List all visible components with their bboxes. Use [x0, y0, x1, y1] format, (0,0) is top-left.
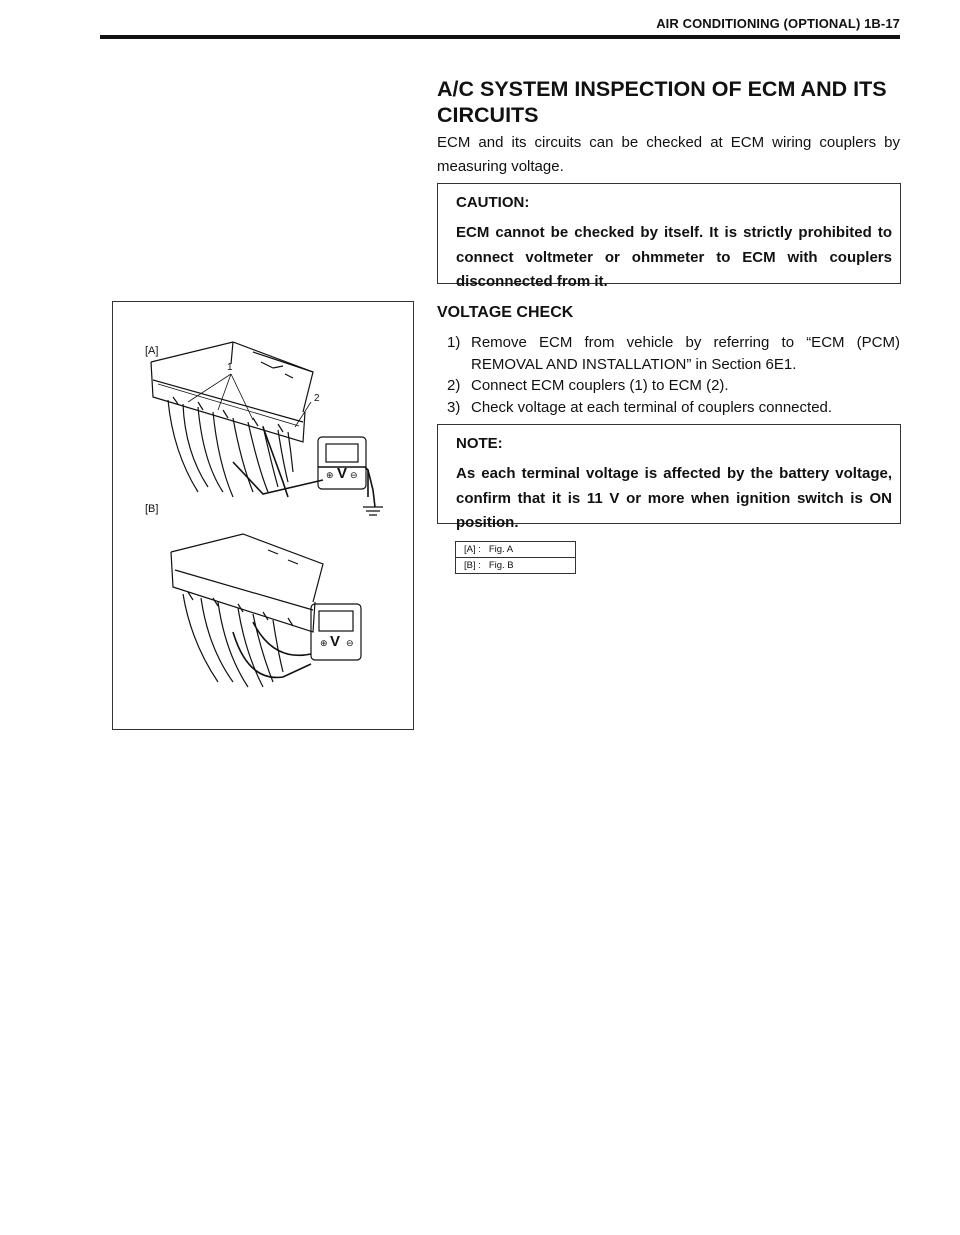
voltage-check-heading: VOLTAGE CHECK	[437, 304, 574, 321]
step-number: 2)	[447, 377, 461, 394]
legend-value: Fig. B	[488, 560, 514, 571]
step-item	[447, 397, 900, 419]
svg-text:⊕: ⊕	[320, 639, 328, 649]
header-rule	[100, 35, 900, 39]
caution-title: CAUTION:	[456, 194, 530, 211]
voltage-check-steps	[447, 332, 900, 418]
meter-a-symbol: V	[337, 465, 348, 482]
caution-body: ECM cannot be checked by itself. It is strictly prohibited to connect voltmeter or ohmmeter to ECM with couplers disconnected from it.	[456, 224, 892, 290]
note-box	[437, 424, 901, 531]
section-intro: ECM and its circuits can be checked at ECM wiring couplers by measuring voltage.	[437, 134, 900, 175]
svg-text:⊕: ⊕	[326, 471, 334, 481]
svg-text:⊖: ⊖	[350, 471, 358, 481]
step-number: 3)	[447, 398, 461, 416]
legend-row	[456, 542, 576, 558]
callout-2-ecm: 2	[314, 393, 320, 404]
legend-key: [A] :	[464, 544, 481, 555]
step-number: 1)	[447, 334, 461, 351]
figure-label-a: [A]	[145, 345, 159, 357]
ecm-wiring-illustration	[113, 302, 415, 731]
figure-label-b: [B]	[145, 503, 159, 515]
figure-ecm-voltage-check	[112, 301, 414, 730]
note-title: NOTE:	[456, 435, 503, 452]
callout-1-couplers: 1	[227, 362, 233, 373]
step-text: Remove ECM from vehicle by referring to “ECM (PCM) REMOVAL AND INSTALLATION” in Section 6E1.	[471, 334, 900, 373]
section-title: A/C SYSTEM INSPECTION OF ECM AND ITS CIRCUITS	[437, 77, 887, 127]
step-text: Connect ECM couplers (1) to ECM (2).	[471, 377, 729, 394]
svg-text:⊖: ⊖	[346, 639, 354, 649]
figure-legend-table	[455, 541, 576, 574]
note-body: As each terminal voltage is affected by the battery voltage, confirm that it is 11 V or more when ignition switch is ON position.	[456, 465, 892, 531]
meter-b-symbol: V	[330, 633, 341, 650]
step-item	[447, 332, 900, 375]
step-item	[447, 375, 900, 397]
caution-box	[437, 183, 901, 290]
legend-entry	[456, 542, 576, 558]
legend-row	[456, 558, 576, 574]
legend-key: [B] :	[464, 560, 481, 571]
step-text: Check voltage at each terminal of couplers connected.	[471, 398, 833, 416]
legend-entry	[456, 558, 576, 574]
legend-value: Fig. A	[488, 544, 514, 555]
running-header: AIR CONDITIONING (OPTIONAL) 1B-17	[656, 16, 900, 31]
